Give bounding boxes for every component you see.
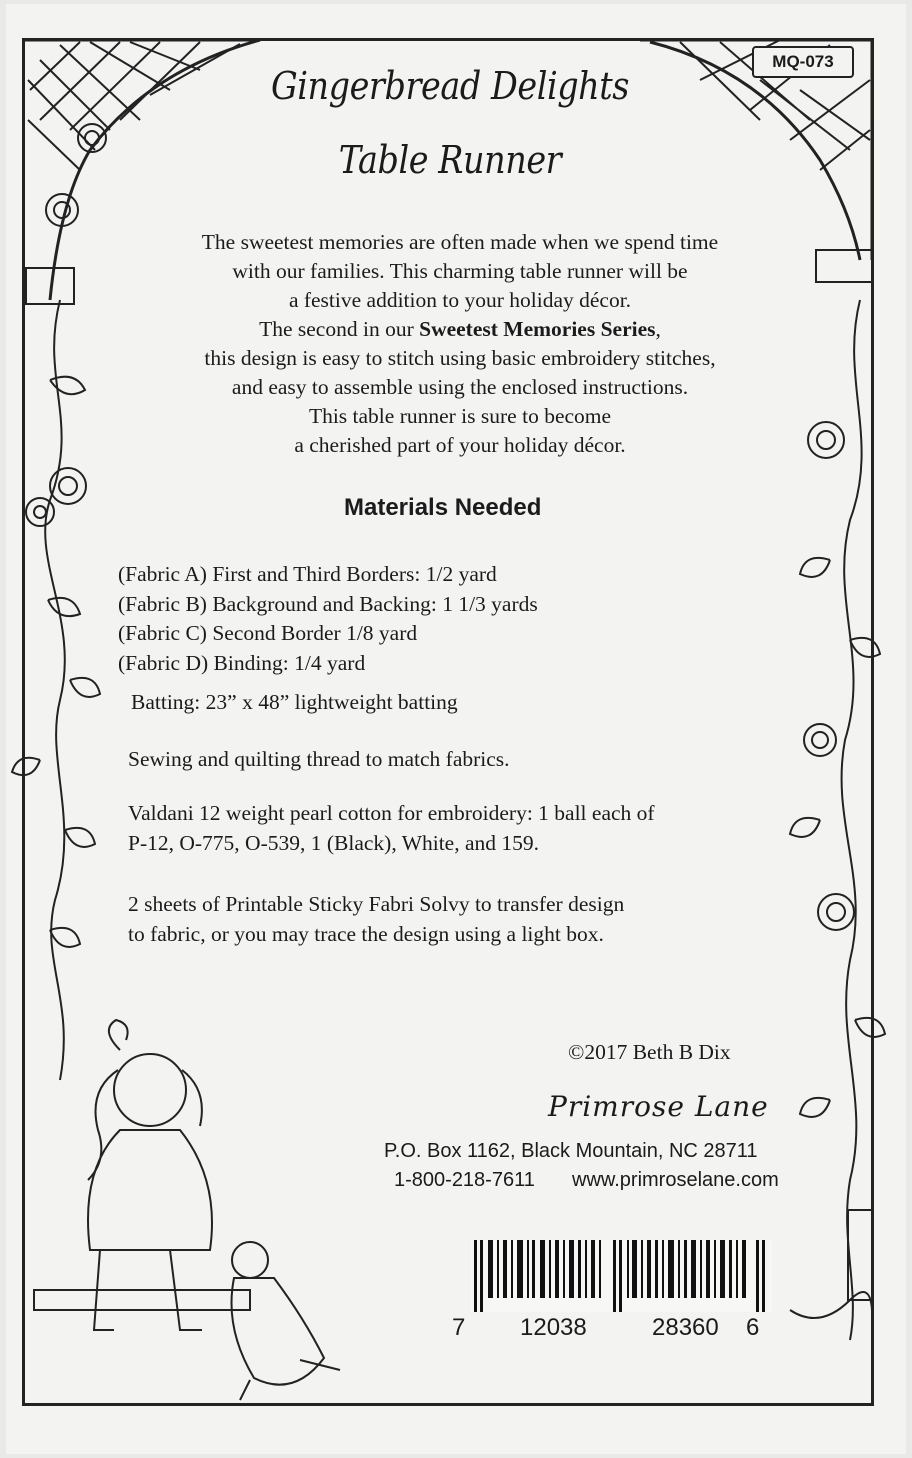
intro-line: and easy to assemble using the enclosed instructions.	[231, 375, 689, 399]
barcode-check-digit: 6	[746, 1314, 760, 1341]
intro-paragraph	[100, 228, 820, 460]
girl-with-doll-illustration	[34, 1020, 340, 1400]
intro-line: a cherished part of your holiday décor.	[294, 433, 626, 457]
pearl-cotton-line: P-12, O-775, O-539, 1 (Black), White, and 159.	[128, 831, 540, 855]
fabric-item: (Fabric C) Second Border 1/8 yard	[118, 621, 418, 645]
materials-heading: Materials Needed	[344, 494, 542, 521]
thread-line: Sewing and quilting thread to match fabrics.	[128, 747, 510, 771]
intro-text: ,	[655, 317, 661, 341]
copyright-notice: ©2017 Beth B Dix	[568, 1040, 731, 1064]
batting-requirement: Batting: 23” x 48” lightweight batting	[131, 690, 458, 714]
intro-line: This table runner is sure to become	[308, 404, 612, 428]
fabric-list	[118, 560, 538, 678]
intro-line	[100, 315, 820, 344]
intro-line: this design is easy to stitch using basic embroidery stitches,	[204, 346, 716, 370]
pearl-cotton-requirement	[128, 798, 655, 858]
publisher-phone: 1-800-218-7611	[394, 1169, 535, 1191]
intro-line: a festive addition to your holiday décor.	[288, 288, 632, 312]
pearl-cotton-line: Valdani 12 weight pearl cotton for embroidery: 1 ball each of	[128, 801, 655, 825]
intro-text: The second in our	[259, 317, 420, 341]
publisher-website: www.primroselane.com	[572, 1169, 779, 1191]
barcode-lead-digit: 7	[452, 1314, 466, 1341]
solvy-line: 2 sheets of Printable Sticky Fabri Solvy to transfer design	[128, 892, 625, 916]
intro-line: with our families. This charming table runner will be	[232, 259, 688, 283]
rose-vine-left	[12, 124, 106, 1080]
pattern-subtitle: Table Runner	[338, 138, 562, 182]
barcode-bars	[470, 1240, 772, 1312]
intro-line: The sweetest memories are often made when we spend time	[201, 230, 719, 254]
thread-requirement	[128, 744, 510, 774]
solvy-line: to fabric, or you may trace the design using a light box.	[128, 922, 604, 946]
barcode-right-digits: 28360	[652, 1314, 719, 1341]
fabric-item: (Fabric D) Binding: 1/4 yard	[118, 650, 366, 675]
fabric-item: (Fabric A) First and Third Borders: 1/2 yard	[118, 562, 497, 586]
solvy-requirement	[128, 889, 624, 949]
pattern-title: Gingerbread Delights	[270, 64, 630, 108]
publisher-logo: Primrose Lane	[548, 1090, 769, 1123]
series-name: Sweetest Memories Series	[419, 317, 656, 341]
fabric-item: (Fabric B) Background and Backing: 1 1/3 yards	[118, 591, 538, 616]
product-code-badge: MQ-073	[752, 46, 854, 78]
barcode-left-digits: 12038	[520, 1314, 587, 1341]
publisher-address: P.O. Box 1162, Black Mountain, NC 28711	[384, 1140, 758, 1162]
upc-barcode	[470, 1240, 772, 1312]
